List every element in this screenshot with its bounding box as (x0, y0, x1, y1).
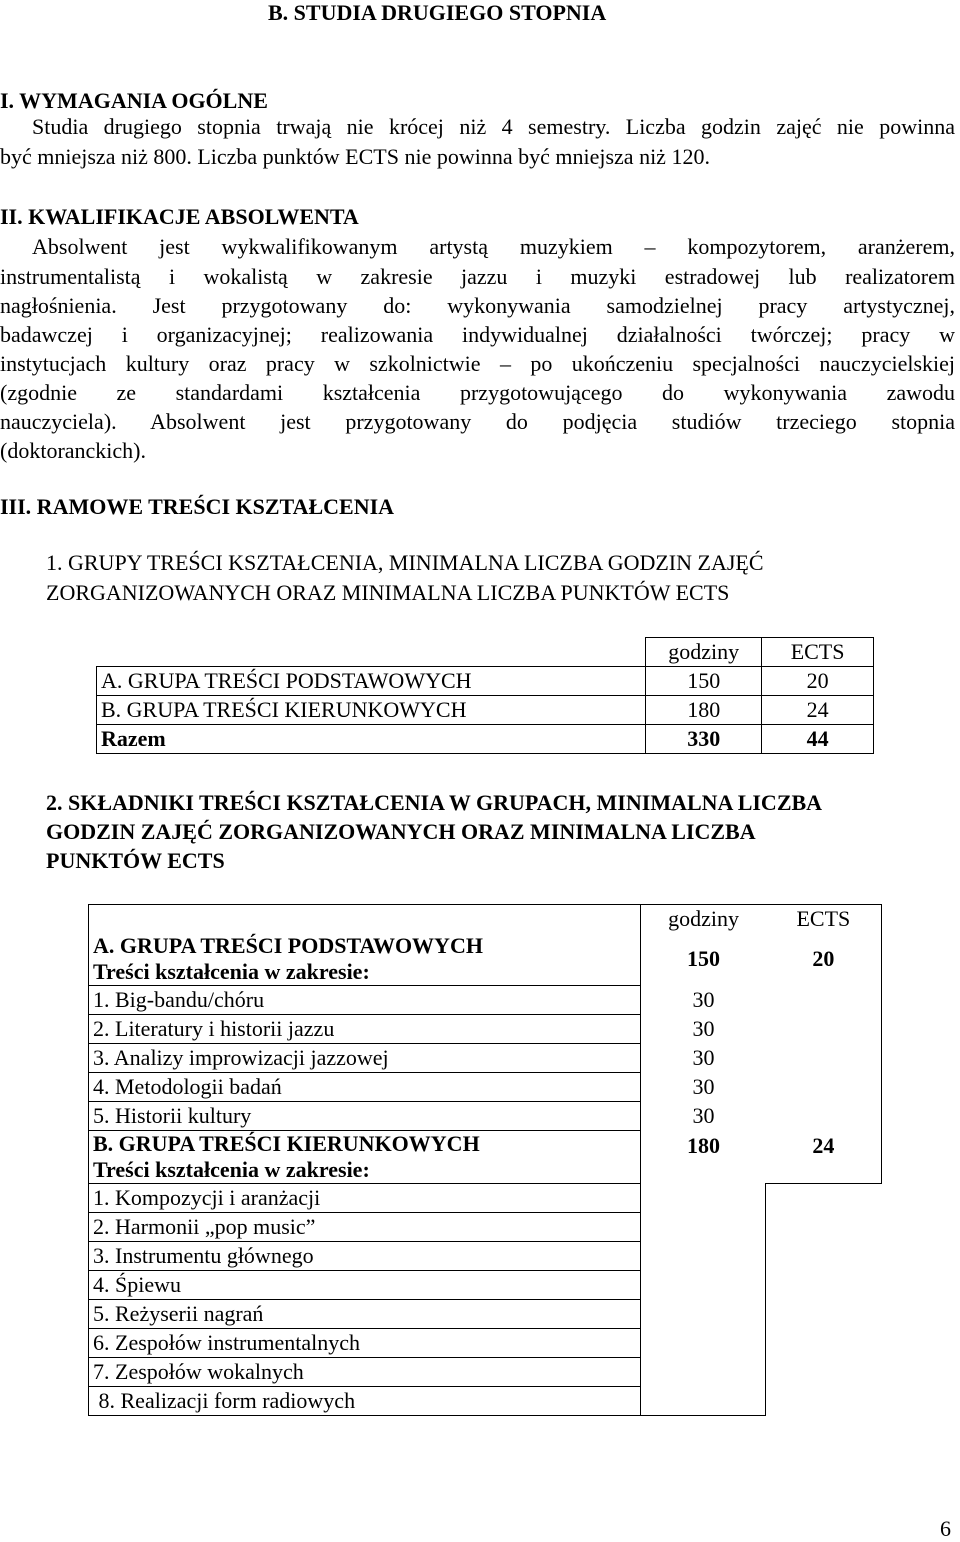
column-header-hours: godziny (646, 638, 762, 667)
section-heading-requirements: I. WYMAGANIA OGÓLNE (0, 88, 268, 113)
item-ects-empty (766, 1073, 882, 1102)
qualifications-line: nagłośnienia. Jest przygotowany do: wykonywania samodzielnej pracy artystycznej, (0, 293, 955, 318)
item-hours: 30 (692, 1016, 715, 1041)
item-hours: 30 (692, 1045, 715, 1070)
blank-cell (766, 1329, 882, 1358)
group-a-ects: 20 (766, 933, 882, 986)
subsection-heading-components: GODZIN ZAJĘĆ ZORGANIZOWANYCH ORAZ MINIMALNA LICZBA (46, 819, 756, 844)
group-b-name (89, 1131, 641, 1184)
qualifications-line: badawczej i organizacyjnej; realizowania indywidualnej działalności twórczej; pracy w (0, 322, 955, 347)
table-row (89, 1242, 882, 1271)
table-row (89, 986, 882, 1015)
table-header-row (97, 638, 874, 667)
total-hours: 330 (646, 725, 762, 754)
table-row (89, 1271, 882, 1300)
item-name: 3. Instrumentu głównego (89, 1242, 641, 1271)
item-hours-empty (641, 1329, 766, 1358)
item-name: 3. Analizy improwizacji jazzowej (89, 1044, 641, 1073)
table-row (89, 1015, 882, 1044)
item-hours-empty (641, 1358, 766, 1387)
blank-cell (766, 1387, 882, 1416)
table-total-row (97, 725, 874, 754)
table-row (89, 1300, 882, 1329)
group-b-subtitle: Treści kształcenia w zakresie: (93, 1157, 370, 1182)
qualifications-line: (doktoranckich). (0, 438, 146, 463)
group-row (89, 1131, 882, 1184)
item-ects-empty (766, 986, 882, 1015)
section-heading-framework: III. RAMOWE TREŚCI KSZTAŁCENIA (0, 494, 395, 519)
page-number: 6 (940, 1516, 951, 1541)
table-header-empty (97, 638, 646, 667)
total-ects: 44 (762, 725, 874, 754)
blank-cell (766, 1300, 882, 1329)
group-row (89, 933, 882, 986)
blank-cell (766, 1358, 882, 1387)
item-hours: 30 (692, 987, 715, 1012)
qualifications-line: Absolwent jest wykwalifikowanym artystą muzykiem – kompozytorem, aranżerem, (32, 234, 955, 259)
item-name: 1. Big-bandu/chóru (89, 986, 641, 1015)
group-a-hours: 150 (687, 946, 721, 972)
item-ects-empty (766, 1015, 882, 1044)
document-title: B. STUDIA DRUGIEGO STOPNIA (268, 0, 607, 25)
column-header-ects: ECTS (766, 905, 882, 934)
item-ects-empty (766, 1044, 882, 1073)
item-hours-empty (641, 1242, 766, 1271)
table-row (89, 1358, 882, 1387)
blank-cell (766, 1271, 882, 1300)
item-hours-empty (641, 1300, 766, 1329)
requirements-line: Studia drugiego stopnia trwają nie krócej niż 4 semestry. Liczba godzin zajęć nie powinna (32, 114, 955, 139)
item-hours: 30 (692, 1074, 715, 1099)
item-name: 1. Kompozycji i aranżacji (89, 1184, 641, 1213)
qualifications-line: instrumentalistą i wokalistą w zakresie jazzu i muzyki estradowej lub realizatorem (0, 264, 955, 289)
table-row (89, 1044, 882, 1073)
qualifications-line: instytucjach kultury oraz pracy w szkolnictwie – po ukończeniu specjalności nauczycielskiej (0, 351, 955, 376)
group-b-title: B. GRUPA TREŚCI KIERUNKOWYCH (93, 1131, 480, 1156)
group-a-name (89, 933, 641, 986)
table-row (89, 1102, 882, 1131)
group-hours: 150 (646, 667, 762, 696)
item-name: 4. Śpiewu (89, 1271, 641, 1300)
groups-summary-table (96, 637, 874, 754)
group-b-ects: 24 (766, 1131, 882, 1184)
group-a-title: A. GRUPA TREŚCI PODSTAWOWYCH (93, 933, 483, 958)
item-name: 4. Metodologii badań (89, 1073, 641, 1102)
item-name: 5. Historii kultury (89, 1102, 641, 1131)
components-table (88, 904, 882, 1416)
group-a-subtitle: Treści kształcenia w zakresie: (93, 959, 370, 984)
table-row (89, 1073, 882, 1102)
group-hours: 180 (646, 696, 762, 725)
requirements-line: być mniejsza niż 800. Liczba punktów ECTS nie powinna być mniejsza niż 120. (0, 144, 710, 169)
table-row (89, 1213, 882, 1242)
column-header-hours: godziny (641, 905, 766, 934)
group-b-hours: 180 (687, 1132, 721, 1158)
blank-cell (766, 1184, 882, 1213)
subsection-heading-groups: 1. GRUPY TREŚCI KSZTAŁCENIA, MINIMALNA LICZBA GODZIN ZAJĘĆ (46, 550, 764, 575)
table-row (89, 1184, 882, 1213)
item-name: 2. Literatury i historii jazzu (89, 1015, 641, 1044)
blank-cell (766, 1213, 882, 1242)
table-row (89, 1329, 882, 1358)
subsection-heading-groups: ZORGANIZOWANYCH ORAZ MINIMALNA LICZBA PUNKTÓW ECTS (46, 580, 730, 605)
item-name: 8. Realizacji form radiowych (89, 1387, 641, 1416)
table-row (97, 696, 874, 725)
item-name: 2. Harmonii „pop music” (89, 1213, 641, 1242)
item-name: 7. Zespołów wokalnych (89, 1358, 641, 1387)
item-hours: 30 (692, 1103, 715, 1128)
item-name: 6. Zespołów instrumentalnych (89, 1329, 641, 1358)
item-name: 5. Reżyserii nagrań (89, 1300, 641, 1329)
qualifications-line: (zgodnie ze standardami kształcenia przygotowującego do wykonywania zawodu (0, 380, 955, 405)
item-hours-empty (641, 1387, 766, 1416)
table-header-row (89, 905, 882, 934)
group-name: A. GRUPA TREŚCI PODSTAWOWYCH (97, 667, 646, 696)
qualifications-line: nauczyciela). Absolwent jest przygotowany do podjęcia studiów trzeciego stopnia (0, 409, 955, 434)
table-header-empty (89, 905, 641, 934)
group-name: B. GRUPA TREŚCI KIERUNKOWYCH (97, 696, 646, 725)
subsection-heading-components: 2. SKŁADNIKI TREŚCI KSZTAŁCENIA W GRUPACH, MINIMALNA LICZBA (46, 790, 823, 815)
item-hours-empty (641, 1213, 766, 1242)
total-label: Razem (97, 725, 646, 754)
group-ects: 24 (762, 696, 874, 725)
table-row (97, 667, 874, 696)
column-header-ects: ECTS (762, 638, 874, 667)
section-heading-qualifications: II. KWALIFIKACJE ABSOLWENTA (0, 204, 359, 229)
table-row (89, 1387, 882, 1416)
item-ects-empty (766, 1102, 882, 1131)
item-hours-empty (641, 1184, 766, 1213)
group-ects: 20 (762, 667, 874, 696)
blank-cell (766, 1242, 882, 1271)
item-hours-empty (641, 1271, 766, 1300)
subsection-heading-components: PUNKTÓW ECTS (46, 848, 225, 873)
